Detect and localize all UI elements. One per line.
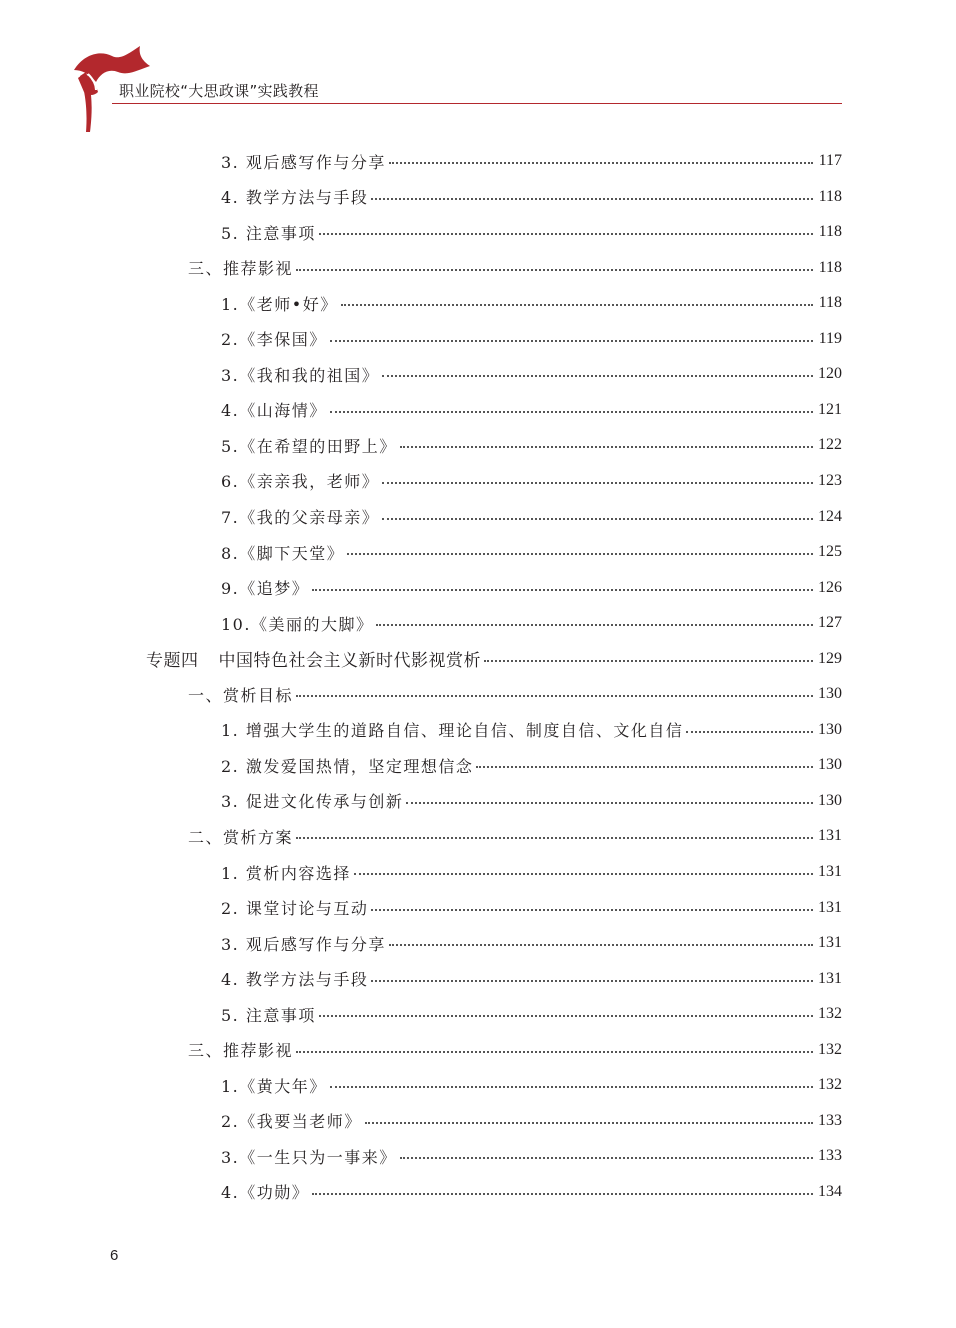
toc-entry-title: 3.《我和我的祖国》	[221, 365, 380, 385]
toc-item-entry[interactable]	[221, 537, 842, 567]
toc-entry-title: 2.《我要当老师》	[221, 1112, 362, 1132]
toc-item-entry[interactable]	[221, 964, 842, 994]
toc-entry-title: 3. 观后感写作与分享	[221, 152, 386, 172]
toc-page-number: 123	[818, 471, 842, 489]
toc-leader-dots	[686, 731, 813, 733]
toc-item-entry[interactable]	[221, 1177, 842, 1207]
toc-leader-dots	[330, 1086, 813, 1088]
toc-item-entry[interactable]	[221, 288, 842, 318]
toc-leader-dots	[382, 482, 813, 484]
toc-page-number: 130	[818, 791, 842, 809]
toc-entry-title: 3. 促进文化传承与创新	[221, 792, 404, 812]
toc-page-number: 133	[818, 1147, 842, 1165]
toc-page-number: 131	[818, 863, 842, 880]
toc-leader-dots	[312, 1193, 813, 1195]
toc-entry-title: 二、赏析方案	[188, 827, 294, 847]
toc-entry-title: 5.《在希望的田野上》	[221, 436, 397, 456]
toc-item-entry[interactable]	[221, 502, 842, 532]
toc-leader-dots	[371, 980, 813, 982]
toc-page-number: 130	[818, 720, 842, 738]
toc-item-entry[interactable]	[221, 608, 842, 638]
book-title: 职业院校“大思政课”实践教程	[119, 82, 319, 100]
toc-entry-title: 三、推荐影视	[188, 1041, 294, 1061]
toc-entry-title: 中国特色社会主义新时代影视赏析	[218, 651, 481, 672]
toc-entry-title: 5. 注意事项	[221, 223, 316, 243]
toc-page-number: 133	[818, 1111, 842, 1129]
toc-entry-title: 7.《我的父亲母亲》	[221, 508, 380, 527]
toc-entry-title: 6.《亲亲我，老师》	[221, 472, 380, 492]
toc-entry-title: 一、赏析目标	[188, 685, 294, 705]
toc-leader-dots	[400, 446, 813, 448]
toc-entry-title: 4.《山海情》	[221, 401, 327, 421]
toc-leader-dots	[296, 1051, 813, 1053]
toc-entry-title: 8.《脚下天堂》	[221, 543, 345, 563]
toc-topic-entry[interactable]	[146, 644, 842, 674]
toc-leader-dots	[341, 304, 813, 306]
toc-item-entry[interactable]	[221, 1141, 842, 1171]
toc-page-number: 118	[818, 187, 842, 205]
toc-page-number: 117	[818, 152, 842, 169]
header-divider	[112, 103, 842, 104]
toc-leader-dots	[484, 660, 813, 662]
toc-page-number: 130	[818, 756, 842, 774]
toc-page-number: 129	[818, 649, 842, 667]
toc-page-number: 125	[818, 543, 842, 561]
toc-item-entry[interactable]	[221, 750, 842, 780]
toc-entry-title: 1.《黄大年》	[221, 1076, 327, 1096]
toc-page-number: 121	[818, 400, 842, 418]
toc-page-number: 131	[818, 934, 842, 952]
toc-section-entry[interactable]	[188, 821, 842, 851]
toc-page-number: 118	[818, 294, 842, 312]
toc-entry-title: 2. 激发爱国热情，坚定理想信念	[221, 756, 474, 776]
toc-page-number: 118	[818, 258, 842, 276]
toc-section-entry[interactable]	[188, 253, 842, 283]
toc-item-entry[interactable]	[221, 573, 842, 603]
toc-page-number: 119	[818, 329, 842, 347]
toc-entry-title: 4.《功勋》	[221, 1183, 310, 1203]
toc-leader-dots	[371, 198, 813, 200]
toc-item-entry[interactable]	[221, 324, 842, 354]
toc-item-entry[interactable]	[221, 928, 842, 958]
toc-entry-title: 4. 教学方法与手段	[221, 970, 369, 990]
toc-entry-title: 1.《老师•好》	[221, 294, 338, 314]
toc-entry-title: 9.《追梦》	[221, 579, 310, 599]
toc-page-number: 130	[818, 685, 842, 703]
toc-item-entry[interactable]	[221, 1070, 842, 1100]
toc-page-number: 132	[818, 1005, 842, 1023]
toc-entry-title: 3.《一生只为一事来》	[221, 1147, 397, 1167]
toc-page-number: 132	[818, 1040, 842, 1058]
toc-page-number: 132	[818, 1076, 842, 1094]
toc-page-number: 124	[818, 507, 842, 525]
toc-item-entry[interactable]	[221, 430, 842, 460]
toc-page-number: 126	[818, 578, 842, 596]
toc-section-entry[interactable]	[188, 1035, 842, 1065]
toc-leader-dots	[365, 1122, 813, 1124]
toc-leader-dots	[319, 1015, 813, 1017]
toc-leader-dots	[400, 1157, 813, 1159]
toc-page-number: 127	[818, 614, 842, 632]
toc-item-entry[interactable]	[221, 999, 842, 1029]
page-number: 6	[110, 1247, 119, 1264]
toc-section-entry[interactable]	[188, 679, 842, 709]
toc-leader-dots	[476, 766, 813, 768]
toc-entry-title: 4. 教学方法与手段	[221, 188, 369, 208]
toc-leader-dots	[296, 269, 813, 271]
toc-entry-title: 2. 课堂讨论与互动	[221, 899, 369, 919]
toc-page-number: 131	[818, 827, 842, 845]
toc-entry-title: 三、推荐影视	[188, 259, 294, 279]
toc-entry-title: 3. 观后感写作与分享	[221, 934, 386, 954]
toc-leader-dots	[347, 553, 813, 555]
toc-item-entry[interactable]	[221, 146, 842, 176]
toc-item-entry[interactable]	[221, 857, 842, 887]
toc-leader-dots	[296, 695, 813, 697]
toc-entry-title: 5. 注意事项	[221, 1005, 316, 1025]
toc-item-entry[interactable]	[221, 466, 842, 496]
toc-page-number: 131	[818, 898, 842, 916]
toc-leader-dots	[330, 340, 813, 342]
toc-leader-dots	[382, 518, 813, 520]
toc-leader-dots	[371, 909, 813, 911]
toc-entry-title: 10.《美丽的大脚》	[221, 614, 374, 634]
toc-item-entry[interactable]	[221, 893, 842, 923]
toc-topic-label: 专题四	[146, 651, 199, 672]
toc-entry-title: 1. 赏析内容选择	[221, 863, 351, 883]
toc-item-entry[interactable]	[221, 395, 842, 425]
toc-page-number: 134	[818, 1182, 842, 1200]
toc-leader-dots	[330, 411, 813, 413]
toc-page-number: 118	[818, 223, 842, 241]
toc-item-entry[interactable]	[221, 1106, 842, 1136]
toc-leader-dots	[382, 375, 813, 377]
toc-item-entry[interactable]	[221, 182, 842, 212]
toc-item-entry[interactable]	[221, 786, 842, 816]
toc-leader-dots	[354, 873, 813, 875]
toc-page-number: 131	[818, 969, 842, 987]
toc-item-entry[interactable]	[221, 359, 842, 389]
toc-entry-title: 2.《李保国》	[221, 330, 327, 350]
toc-entry-title: 1. 增强大学生的道路自信、理论自信、制度自信、文化自信	[221, 721, 684, 741]
toc-leader-dots	[406, 802, 813, 804]
toc-leader-dots	[319, 233, 813, 235]
toc-leader-dots	[389, 944, 813, 946]
toc-page-number: 122	[818, 436, 842, 454]
toc-leader-dots	[376, 624, 813, 626]
toc-page-number: 120	[818, 365, 842, 383]
page-header	[0, 0, 956, 140]
toc-item-entry[interactable]	[221, 217, 842, 247]
toc-leader-dots	[389, 162, 813, 164]
toc-leader-dots	[312, 589, 813, 591]
toc-item-entry[interactable]	[221, 715, 842, 745]
toc-leader-dots	[296, 837, 813, 839]
